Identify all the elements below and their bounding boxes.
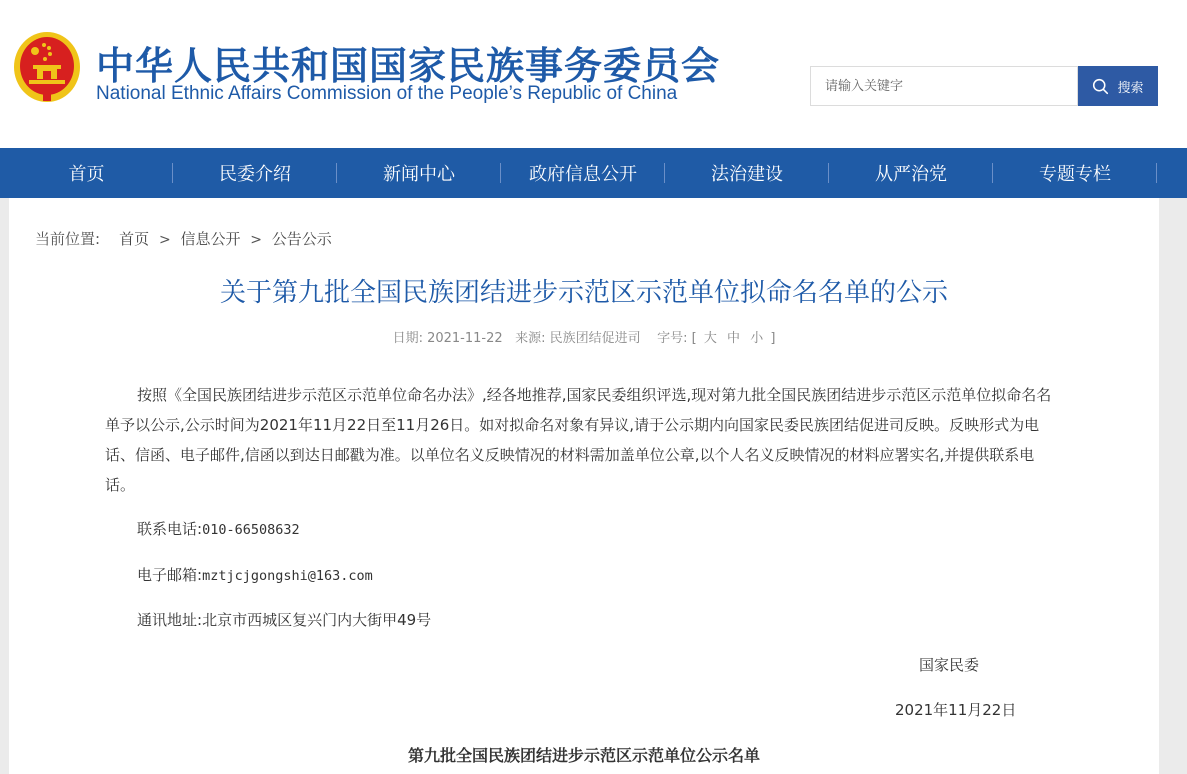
site-title-en: National Ethnic Affairs Commission of the People’s Republic of China — [96, 83, 678, 104]
content-panel — [9, 198, 1159, 774]
bracket-close: ] — [770, 331, 776, 346]
font-size-medium[interactable]: 中 — [727, 331, 741, 346]
source-label: 来源: — [515, 331, 546, 346]
contact-email — [137, 564, 373, 585]
font-size-large[interactable]: 大 — [703, 331, 717, 346]
phone-value: 010-66508632 — [202, 522, 300, 538]
national-emblem-icon[interactable] — [13, 31, 81, 103]
article-source: 民族团结促进司 — [549, 331, 641, 346]
breadcrumb-separator: > — [250, 232, 262, 248]
breadcrumb-prefix: 当前位置: — [35, 230, 101, 248]
nav-item-home[interactable]: 首页 — [0, 148, 173, 198]
font-size-label: 字号: — [657, 331, 688, 346]
main-nav — [0, 148, 1187, 198]
article-paragraph: 按照《全国民族团结进步示范区示范单位命名办法》,经各地推荐,国家民委组织评选,现对第九批全国民族团结进步示范区示范单位拟命名名单予以公示,公示时间为2021年11月22日至11月26日。如对拟命名对象有异议,请于公示期内向国家民委民族团结促进司反映。反映形式为电话、信函、电子邮件,信函以到达日邮戳为准。以单位名义反映情况的材料需加盖单位公章,以个人名义反映情况的材料应署实名,并提供联系电话。 — [105, 386, 1052, 494]
font-size-small[interactable]: 小 — [750, 331, 764, 346]
breadcrumb-announcements[interactable]: 公告公示 — [271, 230, 332, 248]
signature-date: 2021年11月22日 — [895, 701, 1017, 719]
breadcrumb — [35, 228, 332, 249]
site-title-cn: 中华人民共和国国家民族事务委员会 — [96, 44, 721, 88]
nav-item-about[interactable]: 民委介绍 — [173, 148, 337, 198]
email-value: mztjcjgongshi@163.com — [202, 568, 373, 584]
list-title: 第九批全国民族团结进步示范区示范单位公示名单 — [407, 746, 760, 765]
article-meta — [9, 327, 1159, 346]
contact-address — [137, 609, 431, 630]
search-button-label: 搜索 — [1117, 80, 1144, 96]
breadcrumb-separator: > — [158, 232, 171, 248]
bracket-open: [ — [691, 331, 697, 346]
nav-item-news[interactable]: 新闻中心 — [337, 148, 501, 198]
contact-phone — [137, 518, 300, 539]
article-title: 关于第九批全国民族团结进步示范区示范单位拟命名名单的公示 — [219, 278, 948, 308]
breadcrumb-home[interactable]: 首页 — [119, 230, 150, 248]
signature-org: 国家民委 — [919, 656, 980, 674]
address-value: 北京市西城区复兴门内大街甲49号 — [202, 611, 432, 629]
phone-label: 联系电话: — [137, 520, 203, 538]
email-label: 电子邮箱: — [137, 566, 203, 584]
breadcrumb-info-disclosure[interactable]: 信息公开 — [180, 230, 241, 248]
site-header — [0, 0, 1187, 148]
nav-item-rule-of-law[interactable]: 法治建设 — [665, 148, 829, 198]
nav-item-party-discipline[interactable]: 从严治党 — [829, 148, 993, 198]
nav-item-special-topics[interactable]: 专题专栏 — [993, 148, 1157, 198]
search-button[interactable] — [1078, 66, 1158, 106]
address-label: 通讯地址: — [137, 611, 203, 629]
date-label: 日期: — [392, 331, 423, 346]
nav-item-gov-info[interactable]: 政府信息公开 — [501, 148, 665, 198]
search-input[interactable] — [810, 66, 1078, 106]
article-date: 2021-11-22 — [427, 331, 503, 346]
search-icon — [1092, 78, 1109, 95]
